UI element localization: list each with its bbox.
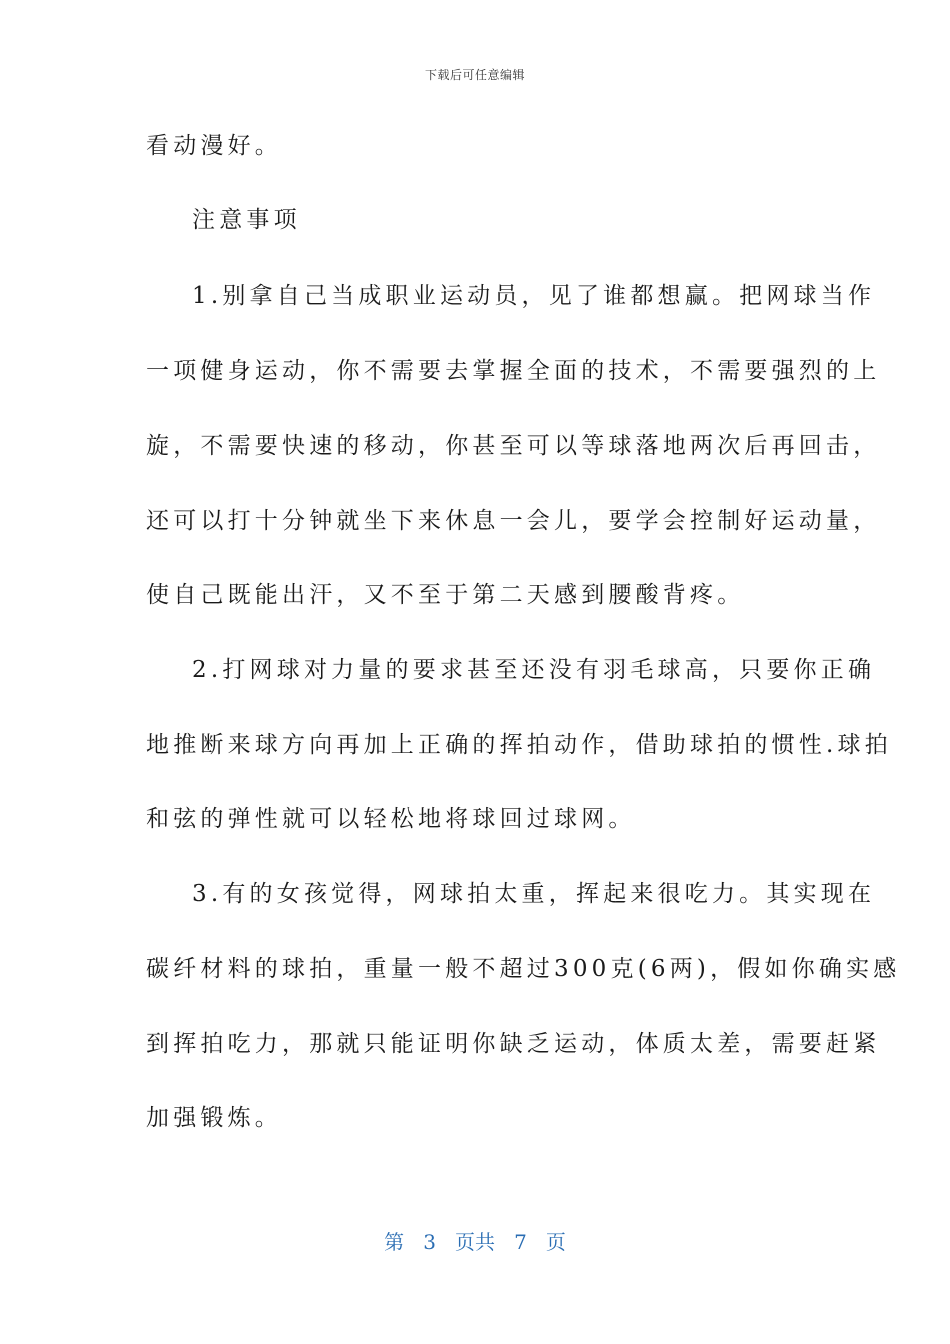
paragraph-line: 地推断来球方向再加上正确的挥拍动作，借助球拍的惯性.球拍: [146, 732, 892, 758]
footer-prefix: 第: [384, 1230, 405, 1254]
paragraph-line: 碳纤材料的球拍，重量一般不超过300克(6两)，假如你确实感: [146, 956, 901, 982]
footer-mid: 页共: [455, 1230, 495, 1254]
paragraph-line: 加强锻炼。: [146, 1105, 282, 1131]
section-heading: 注意事项: [192, 207, 301, 233]
paragraph-line: 和弦的弹性就可以轻松地将球回过球网。: [146, 806, 636, 832]
header-note: 下载后可任意编辑: [424, 68, 525, 82]
page-footer: [0, 1226, 950, 1255]
footer-suffix: 页: [545, 1230, 566, 1254]
total-page-number: 7: [514, 1230, 527, 1254]
paragraph-line: 3.有的女孩觉得，网球拍太重，挥起来很吃力。其实现在: [192, 881, 876, 907]
paragraph-line: 一项健身运动，你不需要去掌握全面的技术，不需要强烈的上: [146, 358, 881, 384]
current-page-number: 3: [423, 1230, 436, 1254]
paragraph-line: 看动漫好。: [146, 133, 282, 159]
paragraph-line: 还可以打十分钟就坐下来休息一会儿，要学会控制好运动量，: [146, 508, 881, 534]
paragraph-line: 使自己既能出汗，又不至于第二天感到腰酸背疼。: [146, 582, 745, 608]
paragraph-line: 1.别拿自己当成职业运动员，见了谁都想赢。把网球当作: [192, 283, 876, 309]
paragraph-line: 旋，不需要快速的移动，你甚至可以等球落地两次后再回击，: [146, 433, 881, 459]
paragraph-line: 到挥拍吃力，那就只能证明你缺乏运动，体质太差，需要赶紧: [146, 1031, 881, 1057]
paragraph-line: 2.打网球对力量的要求甚至还没有羽毛球高，只要你正确: [192, 657, 876, 683]
